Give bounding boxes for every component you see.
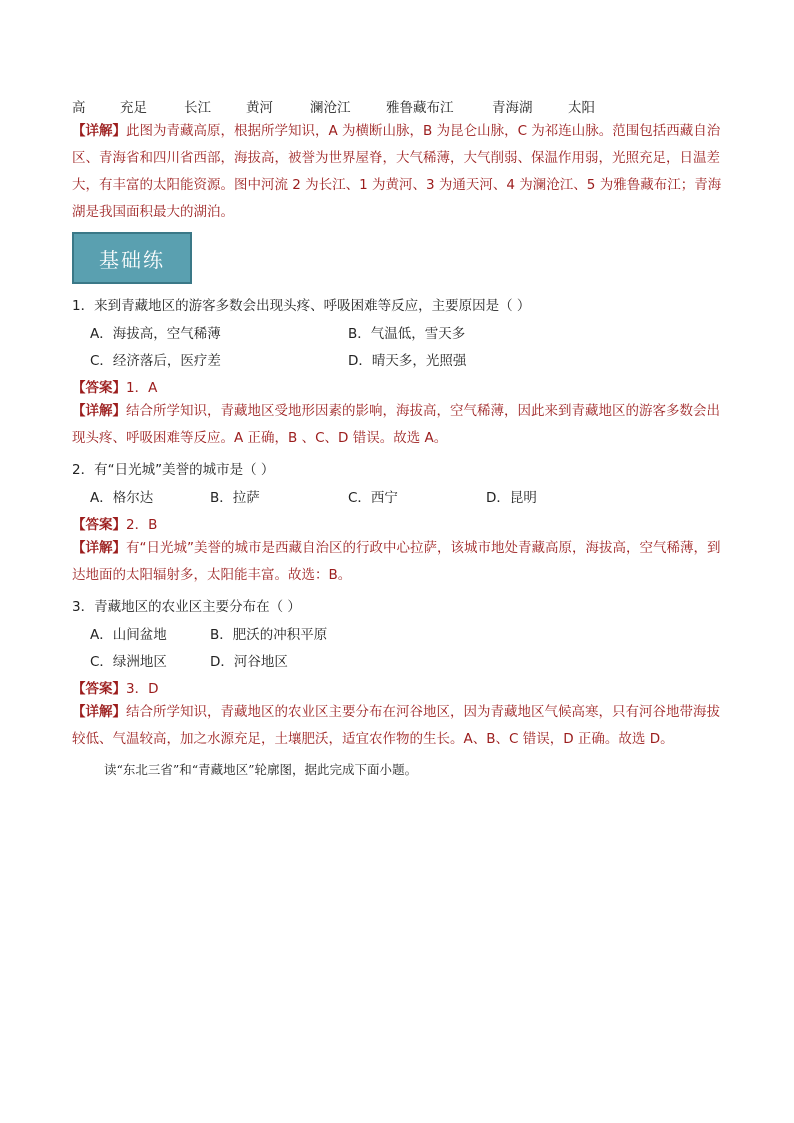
q1-stem: 1．来到青藏地区的游客多数会出现头疼、呼吸困难等反应，主要原因是（ ） — [72, 298, 531, 314]
q3-option-b: B．肥沃的冲积平原 — [210, 627, 328, 643]
answer-value: 2．B — [126, 517, 158, 533]
detail-text: 此图为青藏高原，根据所学知识，A 为横断山脉，B 为昆仑山脉，C 为祁连山脉。范围包括西藏自治区、青海省和四川省西部，海拔高，被誉为世界屋脊，大气稀薄，大气削弱、保温作用弱，光照充足，日温差大，有丰富的太阳能资源。图中河流 2 为长江、1 为黄河、3 为通天河、4 为澜沧江、5 为雅鲁藏布江；青海湖是我国面积最大的湖泊。 — [72, 123, 722, 220]
fill-answer-1: 高 — [72, 100, 86, 116]
q2-option-d: D．昆明 — [486, 490, 537, 506]
q1-detail — [72, 398, 732, 452]
answer-tag: 【答案】 — [72, 517, 126, 533]
fill-answer-2: 充足 — [120, 100, 147, 116]
detail-tag: 【详解】 — [72, 704, 126, 720]
q2-detail — [72, 535, 732, 589]
section-heading-box — [72, 232, 192, 284]
answer-value: 3．D — [126, 681, 159, 697]
detail-tag: 【详解】 — [72, 403, 126, 419]
detail-tag: 【详解】 — [72, 540, 126, 556]
q1-option-c: C．经济落后，医疗差 — [90, 353, 221, 369]
section-title: 基础练 — [99, 247, 165, 272]
next-question-intro: 读“东北三省”和“青藏地区”轮廓图，据此完成下面小题。 — [104, 762, 418, 777]
detail-tag: 【详解】 — [72, 123, 126, 139]
detail-text: 结合所学知识，青藏地区的农业区主要分布在河谷地区，因为青藏地区气候高寒，只有河谷地带海拔较低、气温较高，加之水源充足，土壤肥沃，适宜农作物的生长。A、B、C 错误，D 正确。故选 D。 — [72, 704, 720, 747]
fill-answer-3: 长江 — [184, 100, 211, 116]
answer-value: 1．A — [126, 380, 158, 396]
fill-answer-6: 雅鲁藏布江 — [386, 100, 454, 116]
fill-answer-8: 太阳 — [568, 100, 595, 116]
q2-answer — [72, 513, 732, 533]
detail-paragraph-intro — [72, 118, 732, 226]
q3-stem: 3．青藏地区的农业区主要分布在（ ） — [72, 599, 301, 615]
q2-stem: 2．有“日光城”美誉的城市是（ ） — [72, 462, 275, 478]
q1-option-b: B．气温低，雪天多 — [348, 326, 466, 342]
q2-option-b: B．拉萨 — [210, 490, 260, 506]
q1-option-a: A．海拔高，空气稀薄 — [90, 326, 221, 342]
answer-tag: 【答案】 — [72, 380, 126, 396]
q3-option-a: A．山间盆地 — [90, 627, 167, 643]
detail-text: 结合所学知识，青藏地区受地形因素的影响，海拔高，空气稀薄，因此来到青藏地区的游客多数会出现头疼、呼吸困难等反应。A 正确，B 、C、D 错误。故选 A。 — [72, 403, 720, 446]
q2-option-c: C．西宁 — [348, 490, 398, 506]
q1-answer — [72, 376, 732, 396]
q3-option-c: C．绿洲地区 — [90, 654, 167, 670]
q3-option-d: D．河谷地区 — [210, 654, 288, 670]
detail-text: 有“日光城”美誉的城市是西藏自治区的行政中心拉萨，该城市地处青藏高原，海拔高，空气稀薄，到达地面的太阳辐射多，太阳能丰富。故选：B。 — [72, 540, 721, 583]
answer-tag: 【答案】 — [72, 681, 126, 697]
q3-detail — [72, 699, 732, 753]
fill-answer-7: 青海湖 — [492, 100, 533, 116]
fill-answer-5: 澜沧江 — [310, 100, 351, 116]
q1-option-d: D．晴天多，光照强 — [348, 353, 467, 369]
fill-answer-4: 黄河 — [246, 100, 273, 116]
q3-answer — [72, 677, 732, 697]
q2-option-a: A．格尔达 — [90, 490, 154, 506]
